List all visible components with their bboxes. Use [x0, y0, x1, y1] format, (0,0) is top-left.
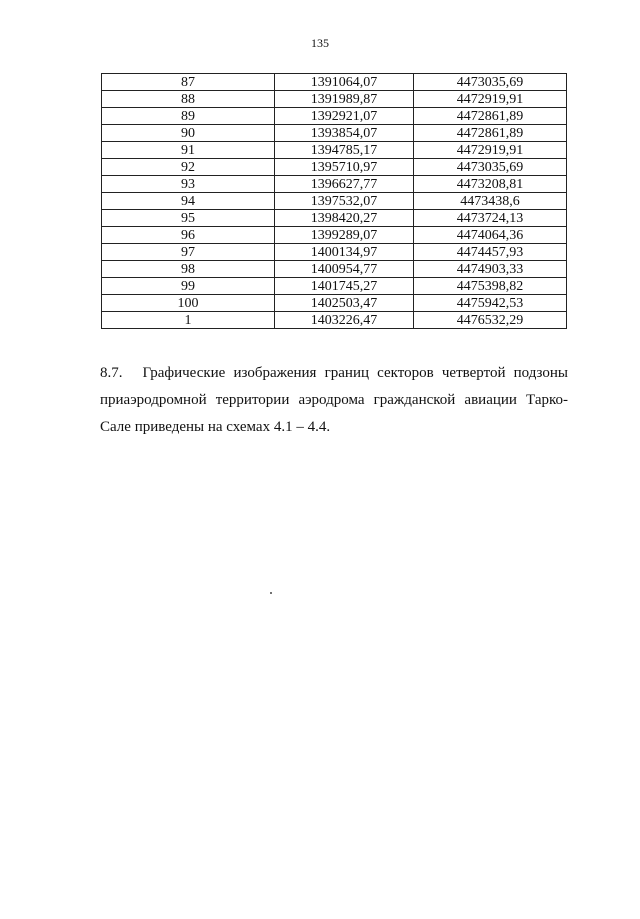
y-coordinate-cell: 4473438,6 [414, 193, 567, 210]
y-coordinate-cell: 4476532,29 [414, 312, 567, 329]
scan-speck [270, 592, 272, 594]
paragraph-line1-text: Графические изображения границ секторов четвертой подзоны [142, 365, 568, 381]
point-number-cell: 96 [102, 227, 275, 244]
y-coordinate-cell: 4472861,89 [414, 108, 567, 125]
point-number-cell: 94 [102, 193, 275, 210]
point-number-cell: 90 [102, 125, 275, 142]
table-row [102, 278, 567, 295]
table-row [102, 210, 567, 227]
table-row [102, 295, 567, 312]
y-coordinate-cell: 4472861,89 [414, 125, 567, 142]
x-coordinate-cell: 1400134,97 [275, 244, 414, 261]
y-coordinate-cell: 4475942,53 [414, 295, 567, 312]
table-row [102, 142, 567, 159]
y-coordinate-cell: 4474903,33 [414, 261, 567, 278]
coordinates-table-body [102, 74, 567, 329]
table-row [102, 74, 567, 91]
table-row [102, 108, 567, 125]
point-number-cell: 92 [102, 159, 275, 176]
x-coordinate-cell: 1391064,07 [275, 74, 414, 91]
x-coordinate-cell: 1401745,27 [275, 278, 414, 295]
point-number-cell: 91 [102, 142, 275, 159]
coordinates-table [101, 73, 567, 329]
point-number-cell: 87 [102, 74, 275, 91]
page-number: 135 [311, 36, 329, 50]
x-coordinate-cell: 1391989,87 [275, 91, 414, 108]
paragraph-rest-text: приаэродромной территории аэродрома гражданской авиации Тарко-Сале приведены на схемах 4.1 – 4.4. [100, 392, 568, 435]
x-coordinate-cell: 1393854,07 [275, 125, 414, 142]
point-number-cell: 97 [102, 244, 275, 261]
point-number-cell: 88 [102, 91, 275, 108]
y-coordinate-cell: 4473035,69 [414, 159, 567, 176]
y-coordinate-cell: 4473724,13 [414, 210, 567, 227]
point-number-cell: 89 [102, 108, 275, 125]
x-coordinate-cell: 1398420,27 [275, 210, 414, 227]
paragraph-number: 8.7. [100, 365, 123, 381]
point-number-cell: 1 [102, 312, 275, 329]
y-coordinate-cell: 4474457,93 [414, 244, 567, 261]
x-coordinate-cell: 1403226,47 [275, 312, 414, 329]
point-number-cell: 98 [102, 261, 275, 278]
y-coordinate-cell: 4475398,82 [414, 278, 567, 295]
table-row [102, 125, 567, 142]
x-coordinate-cell: 1392921,07 [275, 108, 414, 125]
x-coordinate-cell: 1400954,77 [275, 261, 414, 278]
point-number-cell: 95 [102, 210, 275, 227]
x-coordinate-cell: 1402503,47 [275, 295, 414, 312]
y-coordinate-cell: 4473208,81 [414, 176, 567, 193]
x-coordinate-cell: 1394785,17 [275, 142, 414, 159]
y-coordinate-cell: 4473035,69 [414, 74, 567, 91]
x-coordinate-cell: 1396627,77 [275, 176, 414, 193]
point-number-cell: 100 [102, 295, 275, 312]
x-coordinate-cell: 1397532,07 [275, 193, 414, 210]
table-row [102, 261, 567, 278]
point-number-cell: 99 [102, 278, 275, 295]
x-coordinate-cell: 1395710,97 [275, 159, 414, 176]
table-row [102, 312, 567, 329]
y-coordinate-cell: 4472919,91 [414, 91, 567, 108]
section-paragraph [100, 360, 568, 441]
y-coordinate-cell: 4474064,36 [414, 227, 567, 244]
table-row [102, 227, 567, 244]
point-number-cell: 93 [102, 176, 275, 193]
table-row [102, 193, 567, 210]
table-row [102, 244, 567, 261]
table-row [102, 91, 567, 108]
table-row [102, 159, 567, 176]
paragraph-first-line [100, 360, 568, 387]
x-coordinate-cell: 1399289,07 [275, 227, 414, 244]
y-coordinate-cell: 4472919,91 [414, 142, 567, 159]
table-row [102, 176, 567, 193]
